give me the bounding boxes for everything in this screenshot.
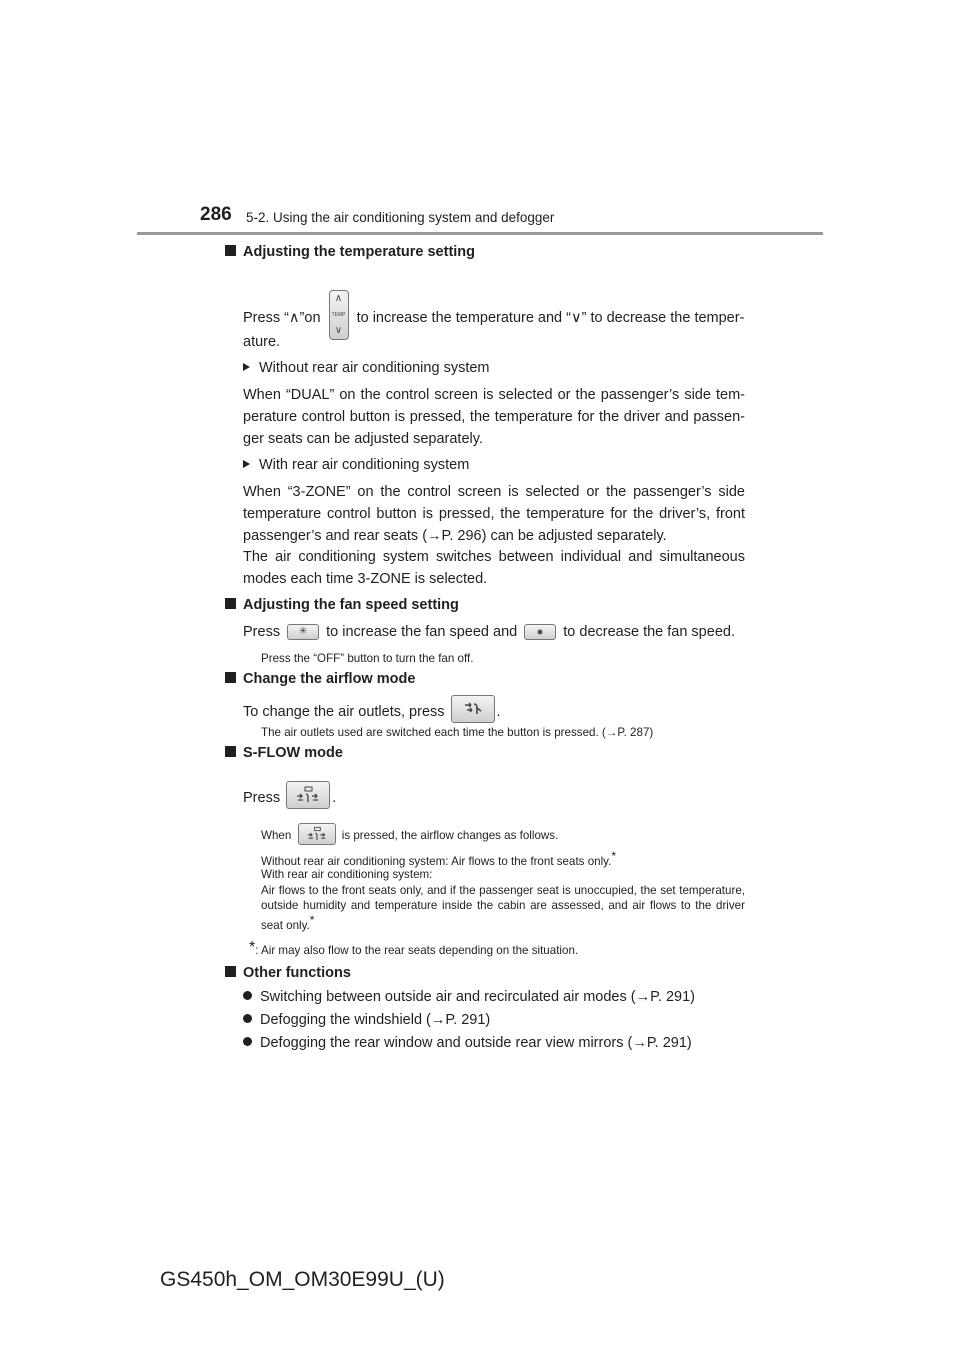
temperature-continuation: ature. (243, 334, 281, 350)
sflow-button-small (298, 823, 336, 845)
fan-note: Press the “OFF” button to turn the fan off. (261, 652, 474, 665)
other-heading: Other functions (225, 965, 351, 981)
bullet-icon (243, 991, 252, 1000)
temp-down-icon: ∨ (334, 325, 343, 336)
airflow-mode-button (451, 695, 495, 723)
without-rear-body: When “DUAL” on the control screen is selected or the passenger’s side tem-perature control button is pressed, the temperature for the driver and passen-ger seats can be adjusted separately. (243, 387, 745, 447)
sflow-when-line: When is pressed, the airflow changes as follows. (261, 823, 558, 845)
triangle-icon (243, 460, 250, 468)
fan-icon: ✳ (298, 626, 308, 638)
with-rear-body-2: The air conditioning system switches between individual and simultaneous modes each time 3-ZONE is selected. (243, 549, 745, 587)
sflow-button (286, 781, 330, 809)
sflow-icon (294, 786, 322, 804)
temperature-instruction: Press “∧”on ∧ TEMP ∨ to increase the temperature and “∨” to decrease the temper- (243, 290, 763, 340)
with-rear-heading: With rear air conditioning system (243, 454, 469, 476)
other-item: Switching between outside air and recirculated air modes (→P. 291) (243, 986, 695, 1008)
fan-instruction: Press ✳ to increase the fan speed and to decrease the fan speed. (243, 624, 735, 640)
temperature-heading: Adjusting the temperature setting (225, 244, 475, 260)
sflow-with-rear-title: With rear air conditioning system: (261, 868, 433, 881)
sflow-with-rear-body: Air flows to the front seats only, and if the passenger seat is unoccupied, the set temperature, outside humidity and temperature inside the cabin are assessed, and air flows to the driver seat only.* (261, 884, 745, 932)
temp-up-icon: ∧ (334, 293, 343, 304)
airflow-note: The air outlets used are switched each time the button is pressed. (→P. 287) (261, 726, 654, 739)
header-rule (137, 232, 823, 235)
airflow-mode-icon (462, 702, 484, 716)
sflow-heading: S-FLOW mode (225, 745, 343, 761)
sflow-without-rear: Without rear air conditioning system: Air flows to the front seats only.* (261, 849, 616, 868)
section-square-icon (225, 672, 236, 683)
other-item: Defogging the windshield (→P. 291) (243, 1009, 490, 1031)
fan-heading: Adjusting the fan speed setting (225, 597, 459, 613)
airflow-heading: Change the airflow mode (225, 671, 415, 687)
without-rear-heading: Without rear air conditioning system (243, 357, 490, 379)
triangle-icon (243, 363, 250, 371)
page-number: 286 (200, 204, 232, 225)
sflow-icon (305, 827, 329, 842)
temp-button: ∧ TEMP ∨ (329, 290, 349, 340)
section-square-icon (225, 746, 236, 757)
sflow-instruction: Press . (243, 781, 336, 809)
other-item: Defogging the rear window and outside rear view mirrors (→P. 291) (243, 1032, 692, 1054)
section-square-icon (225, 966, 236, 977)
chapter-title: 5-2. Using the air conditioning system and defogger (246, 210, 555, 225)
bullet-icon (243, 1014, 252, 1023)
bullet-icon (243, 1037, 252, 1046)
fan-increase-button (287, 624, 319, 640)
section-square-icon (225, 245, 236, 256)
airflow-instruction: To change the air outlets, press . (243, 695, 501, 723)
fan-small-icon (538, 630, 543, 635)
section-square-icon (225, 598, 236, 609)
document-code: GS450h_OM_OM30E99U_(U) (160, 1268, 445, 1291)
fan-decrease-button (524, 624, 556, 640)
with-rear-body: When “3-ZONE” on the control screen is selected or the passenger’s side temperature control button is pressed, the temperature for the driver’s, front passenger’s and rear seats (→P. 296) can be adjusted separately. (243, 484, 745, 544)
sflow-footnote: *: Air may also flow to the rear seats depending on the situation. (249, 939, 579, 957)
